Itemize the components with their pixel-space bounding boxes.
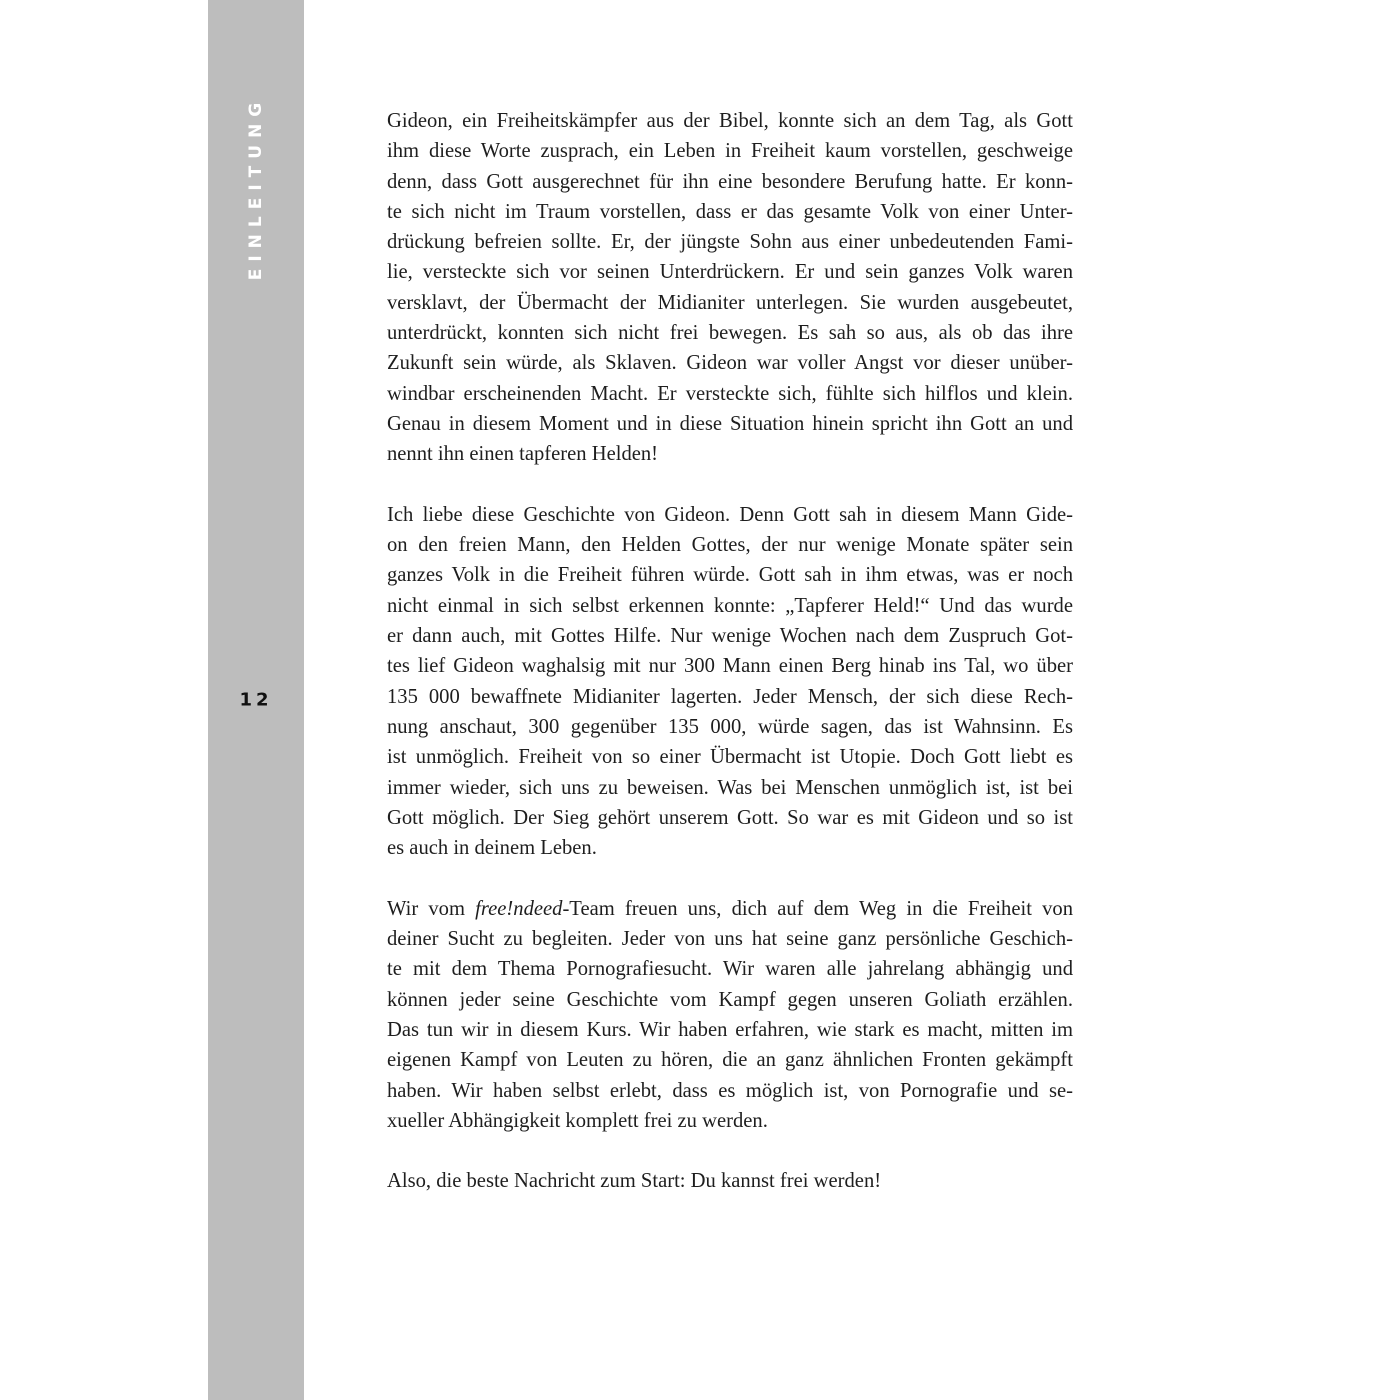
text-line: nung anschaut, 300 gegenüber 135 000, würde sagen, das ist Wahnsinn. Es [387, 715, 1073, 738]
page-number: 12 [239, 689, 273, 711]
paragraph-gap [387, 863, 1073, 893]
text-line: deiner Sucht zu begleiten. Jeder von uns hat seine ganz persönliche Geschich- [387, 928, 1073, 951]
body-text [387, 106, 1073, 1197]
paragraph-1 [387, 106, 1073, 470]
text-line: immer wieder, sich uns zu beweisen. Was bei Menschen unmöglich ist, ist bei [387, 776, 1073, 799]
paragraph-gap [387, 470, 1073, 500]
text-line: denn, dass Gott ausgerechnet für ihn eine besondere Berufung hatte. Er konn- [387, 170, 1073, 193]
text-line: unterdrückt, konnten sich nicht frei bewegen. Es sah so aus, als ob das ihre [387, 322, 1073, 345]
text-line: Genau in diesem Moment und in diese Situation hinein spricht ihn Gott an und [387, 412, 1073, 435]
text-line: Zukunft sein würde, als Sklaven. Gideon war voller Angst vor dieser unüber- [387, 352, 1073, 375]
text-line: versklavt, der Übermacht der Midianiter unterlegen. Sie wurden ausgebeutet, [387, 291, 1073, 314]
text-line: tes lief Gideon waghalsig mit nur 300 Mann einen Berg hinab ins Tal, wo über [387, 655, 1073, 678]
text-line: on den freien Mann, den Helden Gottes, der nur wenige Monate später sein [387, 534, 1073, 557]
text-line: Gott möglich. Der Sieg gehört unserem Gott. So war es mit Gideon und so ist [387, 806, 1073, 829]
text-fragment: -Team freuen uns, dich auf dem Weg in die Freiheit von [562, 897, 1073, 920]
text-line: können jeder seine Geschichte vom Kampf gegen unseren Goliath erzählen. [387, 988, 1073, 1011]
chapter-title: EINLEITUNG [246, 95, 266, 281]
paragraph-gap [387, 1136, 1073, 1166]
paragraph-4 [387, 1166, 1073, 1196]
text-line: haben. Wir haben selbst erlebt, dass es möglich ist, von Pornografie und se- [387, 1079, 1073, 1102]
text-line: windbar erscheinenden Macht. Er versteckte sich, fühlte sich hilflos und klein. [387, 382, 1073, 405]
text-line: ganzes Volk in die Freiheit führen würde. Gott sah in ihm etwas, was er noch [387, 564, 1073, 587]
text-line: er dann auch, mit Gottes Hilfe. Nur wenige Wochen nach dem Zuspruch Got- [387, 625, 1073, 648]
text-fragment: Wir vom [387, 897, 476, 920]
text-line: nennt ihn einen tapferen Helden! [387, 443, 659, 466]
paragraph-3 [387, 894, 1073, 1136]
text-line: nicht einmal in sich selbst erkennen konnte: „Tapferer Held!“ Und das wurde [387, 594, 1073, 617]
text-line: es auch in deinem Leben. [387, 837, 597, 860]
text-line: xueller Abhängigkeit komplett frei zu werden. [387, 1109, 768, 1132]
text-line: drückung befreien sollte. Er, der jüngste Sohn aus einer unbedeutenden Fami- [387, 231, 1073, 254]
text-line: eigenen Kampf von Leuten zu hören, die an ganz ähnlichen Fronten gekämpft [387, 1049, 1073, 1072]
text-line: Das tun wir in diesem Kurs. Wir haben erfahren, wie stark es macht, mitten im [387, 1018, 1073, 1041]
text-line: ist unmöglich. Freiheit von so einer Übermacht ist Utopie. Doch Gott liebt es [387, 746, 1073, 769]
text-line: Ich liebe diese Geschichte von Gideon. Denn Gott sah in diesem Mann Gide- [387, 503, 1073, 526]
text-line: lie, versteckte sich vor seinen Unterdrückern. Er und sein ganzes Volk waren [387, 261, 1073, 284]
paragraph-2 [387, 500, 1073, 864]
text-line: te mit dem Thema Pornografiesucht. Wir waren alle jahrelang abhängig und [387, 958, 1073, 981]
text-line: Also, die beste Nachricht zum Start: Du kannst frei werden! [387, 1170, 882, 1193]
text-line: Gideon, ein Freiheitskämpfer aus der Bibel, konnte sich an dem Tag, als Gott [387, 110, 1073, 132]
text-line [387, 894, 1073, 924]
text-line: te sich nicht im Traum vorstellen, dass er das gesamte Volk von einer Unter- [387, 200, 1073, 223]
brand-name: free!ndeed [475, 897, 563, 920]
text-line: ihm diese Worte zusprach, ein Leben in Freiheit kaum vorstellen, geschweige [387, 140, 1073, 163]
text-line: 135 000 bewaffnete Midianiter lagerten. Jeder Mensch, der sich diese Rech- [387, 685, 1073, 708]
